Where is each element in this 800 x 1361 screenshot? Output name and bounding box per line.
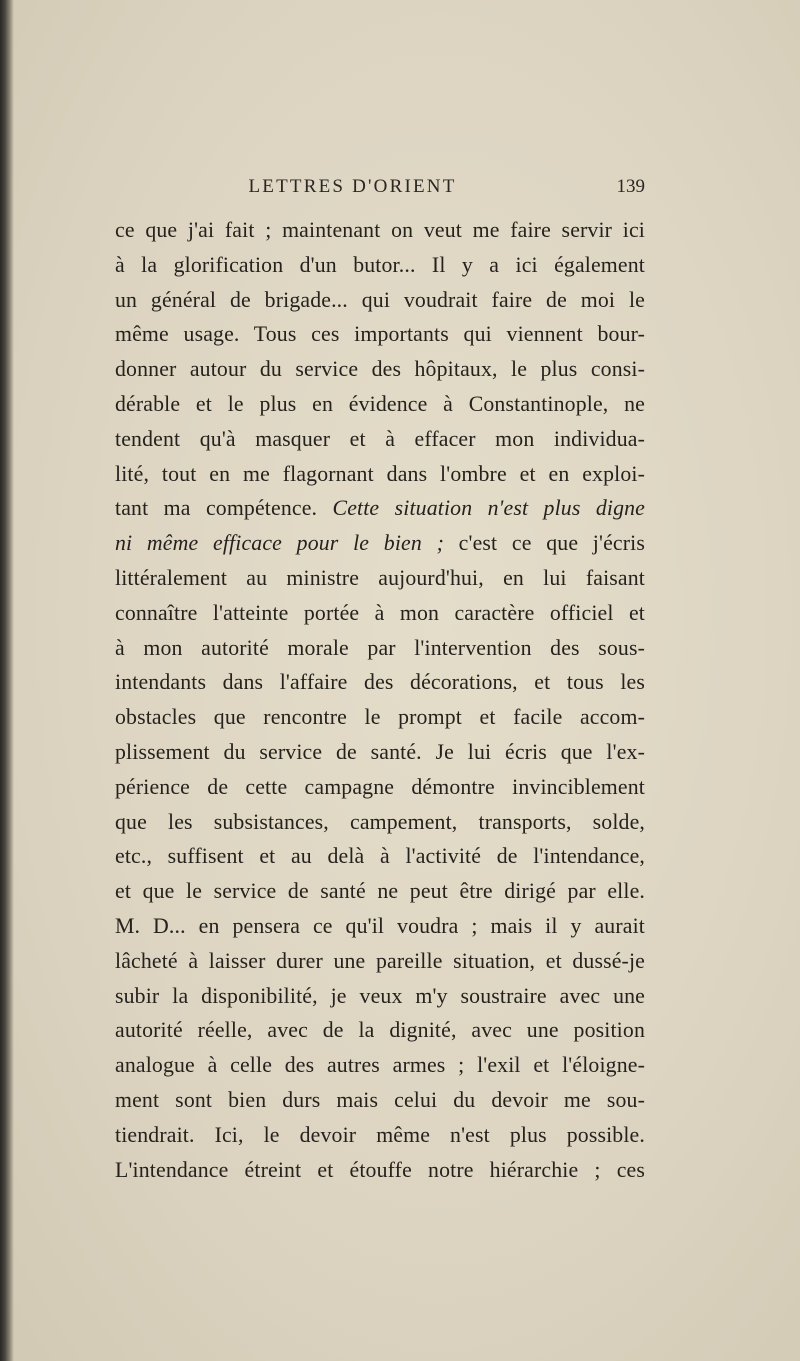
text-line: même usage. Tous ces importants qui viennent bour-	[115, 322, 645, 347]
text-line: ce que j'ai fait ; maintenant on veut me faire servir ici	[115, 218, 645, 242]
text-line: plissement du service de santé. Je lui écris que l'ex-	[115, 739, 645, 764]
text-line: périence de cette campagne démontre invinciblement	[115, 774, 645, 799]
text-line: un général de brigade... qui voudrait faire de moi le	[115, 287, 645, 312]
text-line: littéralement au ministre aujourd'hui, en lui faisant	[115, 565, 645, 590]
text-line: intendants dans l'affaire des décorations, et tous les	[115, 670, 645, 695]
text-line: donner autour du service des hôpitaux, le plus consi-	[115, 357, 645, 382]
text-line: subir la disponibilité, je veux m'y soustraire avec une	[115, 983, 645, 1008]
text-line: etc., suffisent et au delà à l'activité de l'intendance,	[115, 844, 645, 869]
running-title: LETTRES D'ORIENT	[248, 176, 457, 197]
text-line: que les subsistances, campement, transports, solde,	[115, 809, 645, 834]
italic-segment: ni même efficace pour le bien ;	[115, 531, 444, 556]
text-line: connaître l'atteinte portée à mon caractère officiel et	[115, 600, 645, 625]
text-line-mixed	[115, 526, 645, 561]
text-line: M. D... en pensera ce qu'il voudra ; mais il y aurait	[115, 913, 645, 938]
running-header	[115, 176, 645, 206]
text-line: L'intendance étreint et étouffe notre hiérarchie ; ces	[115, 1157, 645, 1182]
italic-segment: Cette situation n'est plus digne	[332, 496, 645, 521]
text-line: dérable et le plus en évidence à Constantinople, ne	[115, 391, 645, 416]
text-segment: c'est ce que j'écris	[458, 531, 645, 556]
text-line: ment sont bien durs mais celui du devoir me sou-	[115, 1087, 645, 1112]
body-text	[115, 213, 645, 1187]
text-line: analogue à celle des autres armes ; l'exil et l'éloigne-	[115, 1053, 645, 1078]
page-number: 139	[616, 176, 645, 197]
text-line: autorité réelle, avec de la dignité, avec une position	[115, 1018, 645, 1043]
text-line: lâcheté à laisser durer une pareille situation, et dussé-je	[115, 948, 645, 973]
text-line: obstacles que rencontre le prompt et facile accom-	[115, 705, 645, 730]
text-segment: tant ma compétence.	[115, 496, 318, 521]
text-line: à mon autorité morale par l'intervention des sous-	[115, 635, 645, 660]
text-line: lité, tout en me flagornant dans l'ombre et en exploi-	[115, 461, 645, 486]
text-line: et que le service de santé ne peut être dirigé par elle.	[115, 879, 645, 904]
text-line: tiendrait. Ici, le devoir même n'est plus possible.	[115, 1122, 645, 1147]
text-line: à la glorification d'un butor... Il y a ici également	[115, 252, 645, 277]
book-binding-edge	[0, 0, 14, 1361]
text-line-mixed	[115, 491, 645, 526]
text-line: tendent qu'à masquer et à effacer mon individua-	[115, 426, 645, 451]
